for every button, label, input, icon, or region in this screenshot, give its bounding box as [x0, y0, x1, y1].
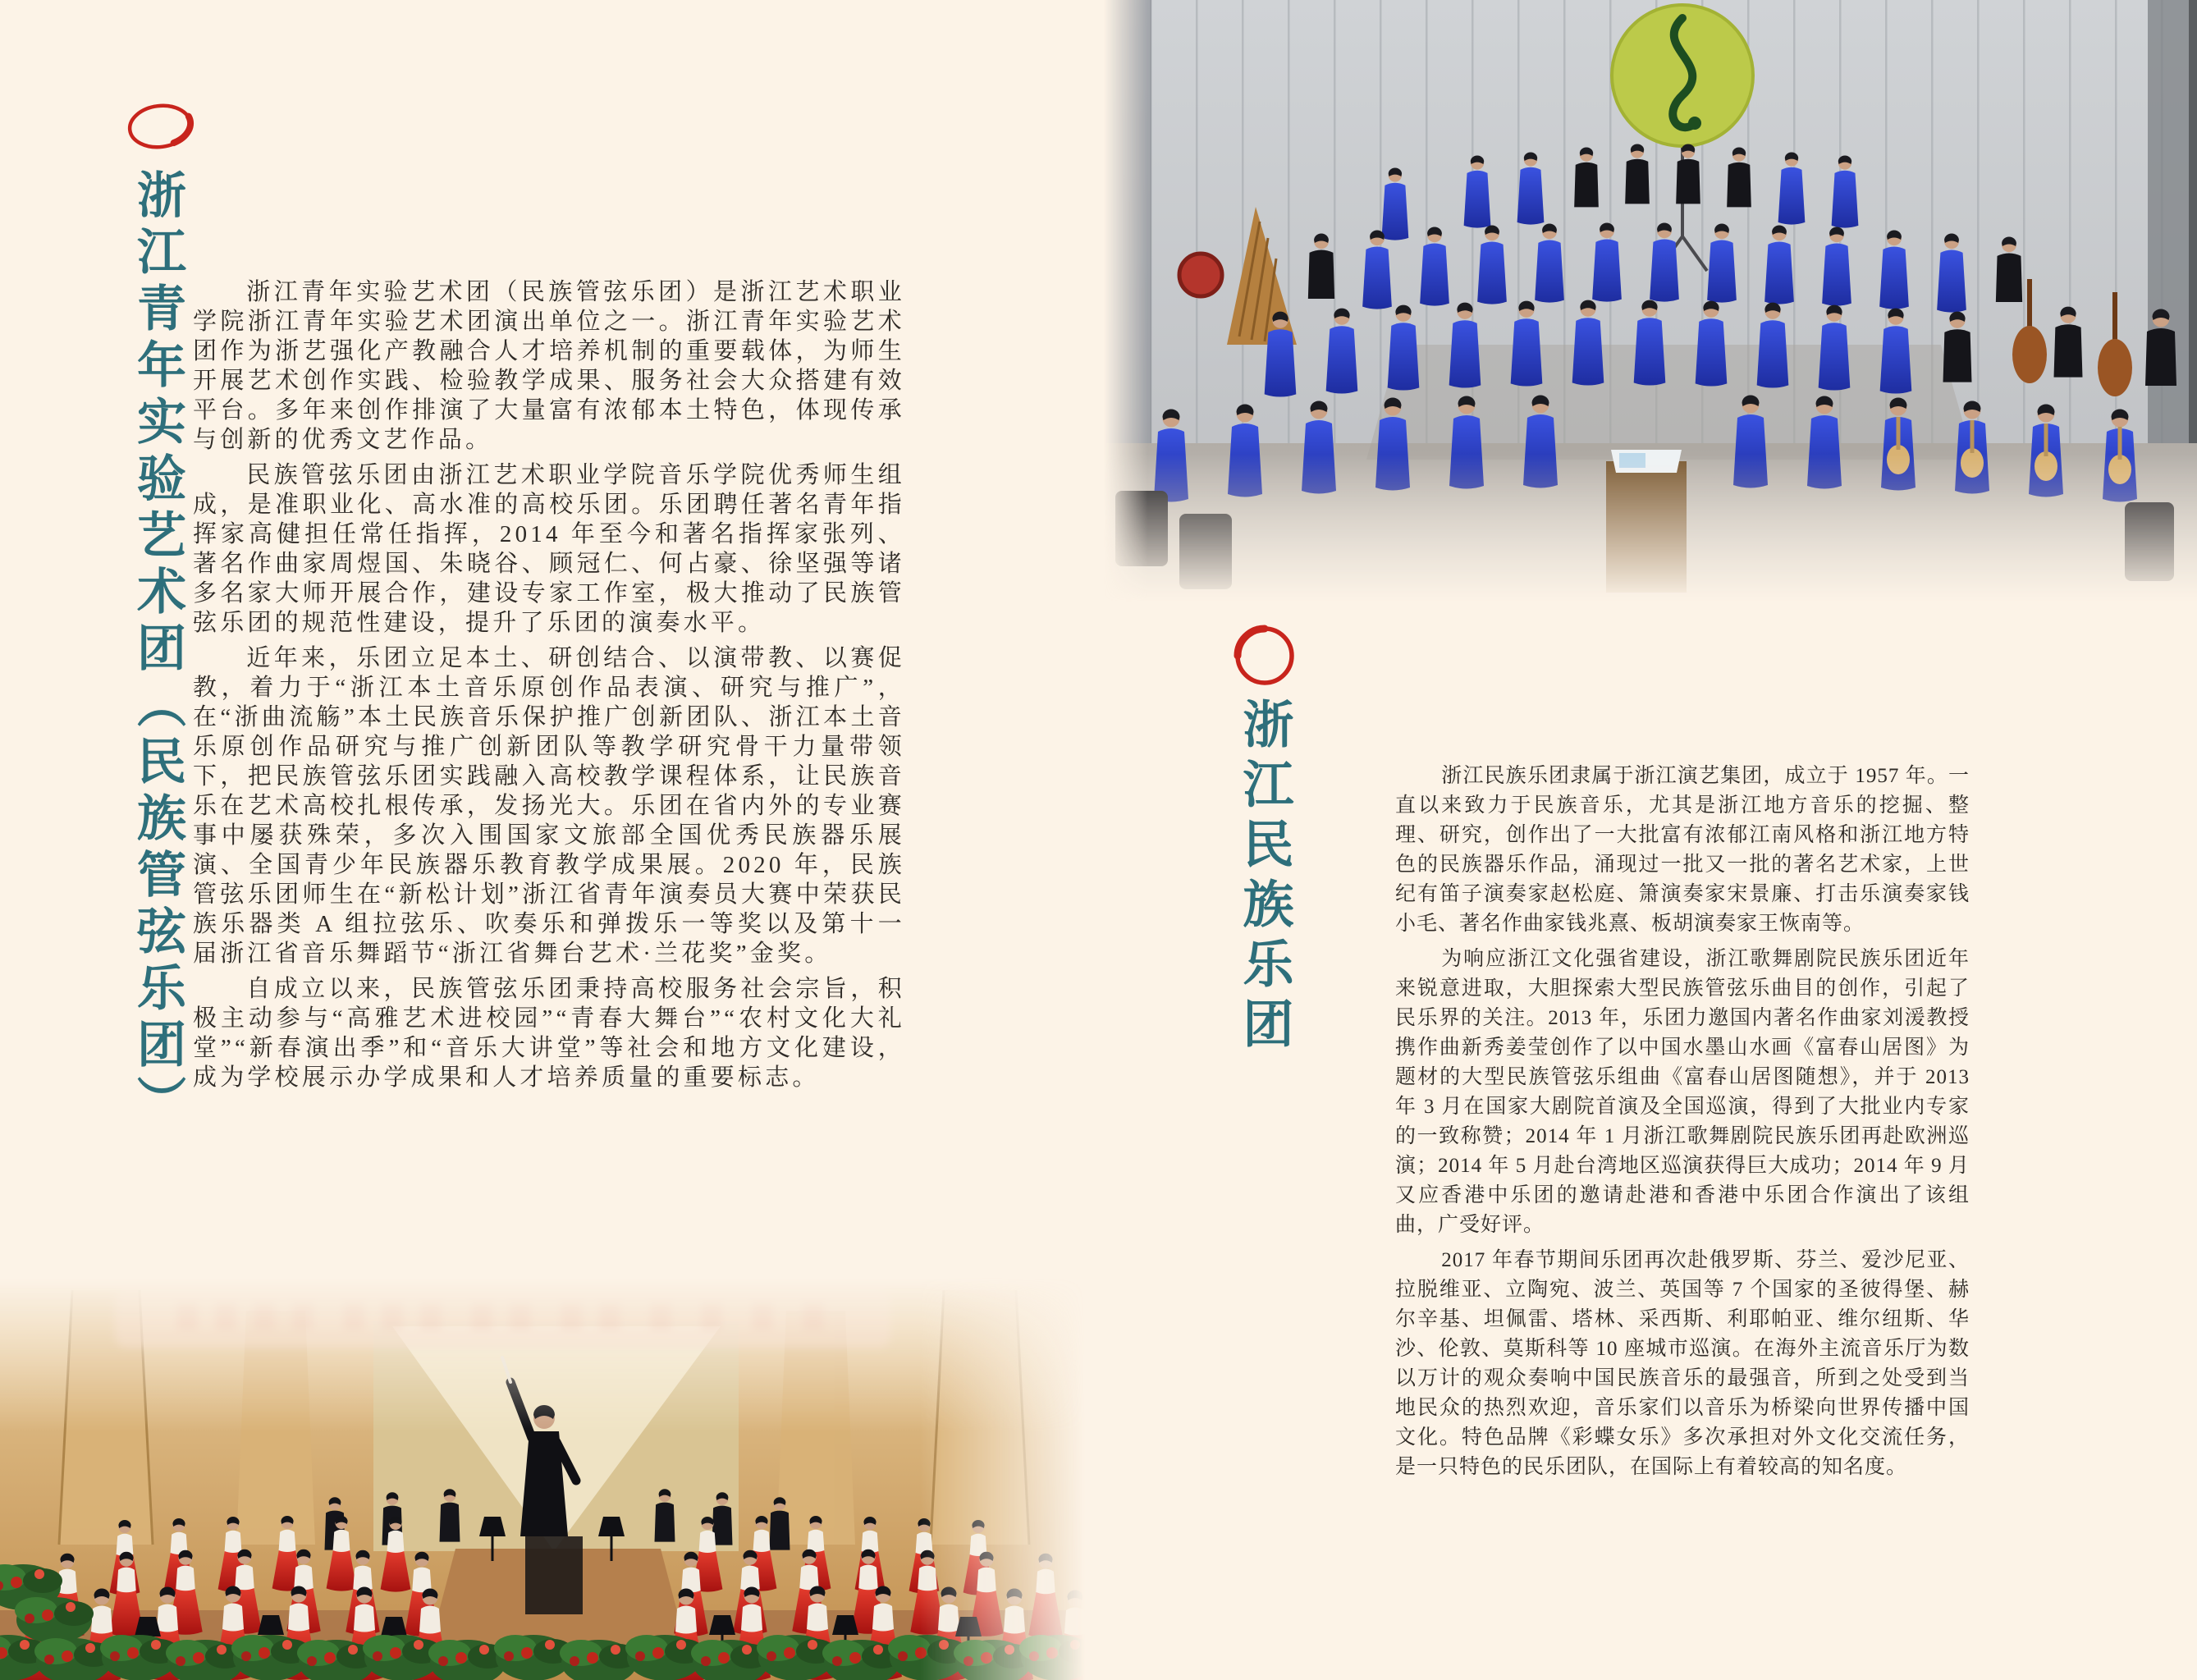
brush-circle-ornament — [1229, 620, 1300, 691]
conductor-lectern — [1606, 450, 1687, 593]
right-page-title: 浙江民族乐团 — [1235, 698, 1291, 1057]
left-paragraph-3: 近年来，乐团立足本土、研创结合、以演带教、以赛促教，着力于“浙江本土音乐原创作品表演、研究与推广”，在“浙曲流觞”本土民族音乐保护推广创新团队、浙江本土音乐原创作品研究与推广创新团队等教学研究骨干力量带领下，把民族管弦乐团实践融入高校教学课程体系，让民族音乐在艺术高校扎根传承，发扬光大。乐团在省内外的专业赛事中屡获殊荣，多次入围国家文旅部全国优秀民族器乐展演、全国青少年民族器乐教育教学成果展。2020 年，民族管弦乐团师生在“新松计划”浙江省青年演奏员大赛中荣获民族乐器类 A 组拉弦乐、吹奏乐和弹拨乐一等奖以及第十一届浙江省音乐舞蹈节“浙江省舞台艺术·兰花奖”金奖。 — [193, 645, 905, 967]
stage-banner — [115, 1289, 890, 1348]
right-paragraph-2: 为响应浙江文化强省建设，浙江歌舞剧院民族乐团近年来锐意进取，大胆探索大型民族管弦乐曲目的创作，引起了民乐界的关注。2013 年，乐团力邀国内著名作曲家刘湲教授携作曲新秀姜莹创作了以中国水墨山水画《富春山居图》为题材的大型民族管弦乐组曲《富春山居图随想》，并于 2013 年 3 月在国家大剧院首演及全国巡演，得到了大批业内专家的一致称赞；2014 年 1 月浙江歌舞剧院民族乐团再赴欧洲巡演；2014 年 5 月赴台湾地区巡演获得巨大成功；2014 年 9 月又应香港中乐团的邀请赴港和香港中乐团合作演出了该组曲，广受好评。 — [1395, 948, 1970, 1236]
right-paragraph-1: 浙江民族乐团隶属于浙江演艺集团，成立于 1957 年。一直以来致力于民族音乐，尤其是浙江地方音乐的挖掘、整理、研究，创作出了一大批富有浓郁江南风格和浙江地方特色的民族器乐作品，涌现过一批又一批的著名艺术家，上世纪有笛子演奏家赵松庭、箫演奏家宋景廉、打击乐演奏家钱小毛、著名作曲家钱兆熹、板胡演奏家王恢南等。 — [1395, 765, 1970, 935]
left-page-body — [193, 277, 905, 1092]
right-page-body — [1395, 762, 1970, 1482]
left-paragraph-2: 民族管弦乐团由浙江艺术职业学院音乐学院优秀师生组成，是准职业化、高水准的高校乐团。乐团聘任著名青年指挥家高健担任常任指挥，2014 年至今和著名指挥家张列、著名作曲家周煜国、朱晓谷、顾冠仁、何占豪、徐坚强等诸多名家大师开展合作，建设专家工作室，极大推动了民族管弦乐团的规范性建设，提升了乐团的演奏水平。 — [193, 462, 905, 636]
drum-icon — [1179, 254, 1222, 296]
orchestra-group-photo-blue — [1104, 0, 2197, 614]
concert-illustration — [0, 1266, 1096, 1680]
orchestra-performance-photo-red — [0, 1266, 1096, 1680]
left-paragraph-1: 浙江青年实验艺术团（民族管弦乐团）是浙江艺术职业学院浙江青年实验艺术团演出单位之一。浙江青年实验艺术团作为浙艺强化产教融合人才培养机制的重要载体，为师生开展艺术创作实践、检验教学成果、服务社会大众搭建有效平台。多年来创作排演了大量富有浓郁本土特色，体现传承与创新的优秀文艺作品。 — [193, 279, 905, 453]
left-paragraph-4: 自成立以来，民族管弦乐团秉持高校服务社会宗旨，积极主动参与“高雅艺术进校园”“青春大舞台”“农村文化大礼堂”“新春演出季”和“音乐大讲堂”等社会和地方文化建设，成为学校展示办学成果和人才培养质量的重要标志。 — [193, 976, 905, 1091]
brush-circle-ornament — [119, 94, 201, 159]
left-page-title: 浙江青年实验艺术团（民族管弦乐团） — [130, 169, 185, 1132]
orchestra-group-illustration — [1104, 0, 2197, 614]
right-paragraph-3: 2017 年春节期间乐团再次赴俄罗斯、芬兰、爱沙尼亚、拉脱维亚、立陶宛、波兰、英国等 7 个国家的圣彼得堡、赫尔辛基、坦佩雷、塔林、采西斯、利耶帕亚、维尔纽斯、华沙、伦敦、莫斯科等 10 座城市巡演。在海外主流音乐厅为数以万计的观众奏响中国民族音乐的最强音，所到之处受到当地民众的热烈欢迎，音乐家们以音乐为桥梁向世界传播中国文化。特色品牌《彩蝶女乐》多次承担对外文化交流任务，是一只特色的民乐团队，在国际上有着较高的知名度。 — [1395, 1249, 1970, 1478]
